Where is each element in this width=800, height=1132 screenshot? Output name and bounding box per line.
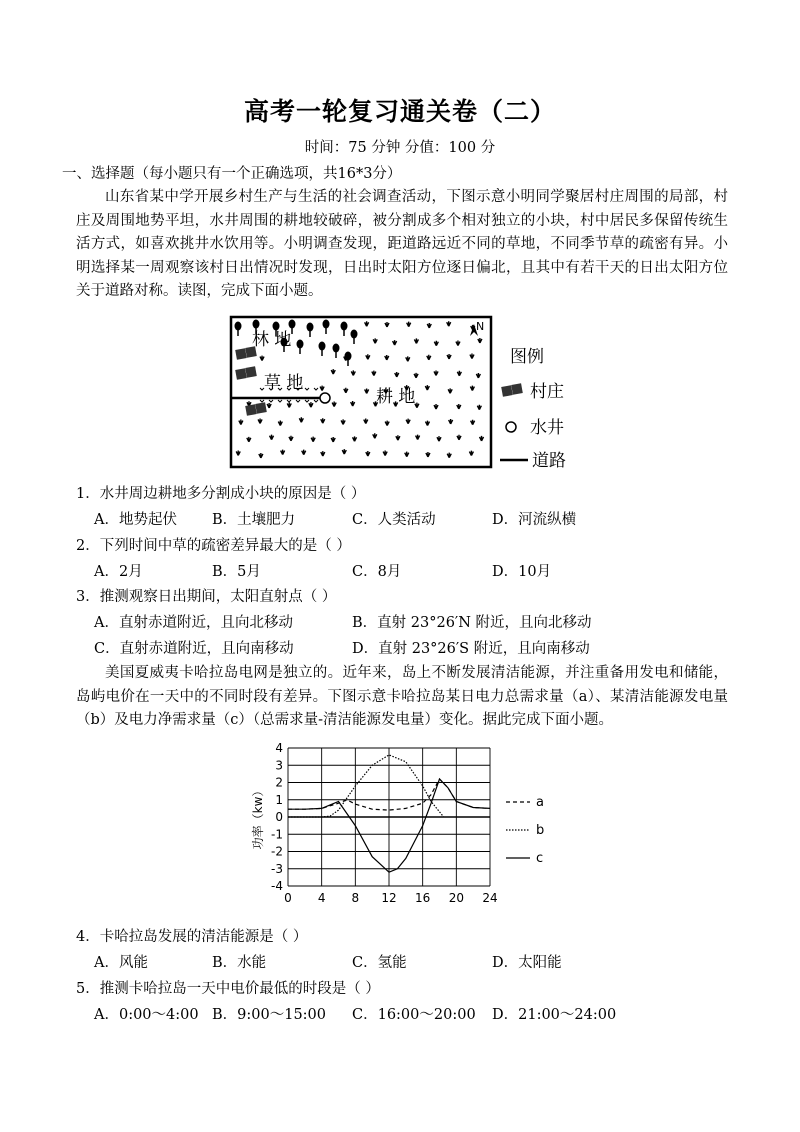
question-4 <box>76 925 307 946</box>
y-tick-label: -2 <box>271 844 283 859</box>
q4-option-a: A．风能 <box>94 955 148 971</box>
y-tick-label: -4 <box>271 879 283 893</box>
y-tick-label: 2 <box>275 775 283 790</box>
q1-option-d: D．河流纵横 <box>492 512 577 528</box>
legend-road-label: 道路 <box>532 451 566 471</box>
legend-label-a: a <box>536 795 544 810</box>
x-tick-label: 24 <box>482 891 498 905</box>
q2-option-c: C．8月 <box>352 564 402 580</box>
question-3 <box>76 585 336 606</box>
x-tick-label: 16 <box>415 891 431 905</box>
question-4-text: 卡哈拉岛发展的清洁能源是（ ） <box>99 929 308 945</box>
passage-village: 山东省某中学开展乡村生产与生活的社会调查活动，下图示意小明同学聚居村庄周围的局部，村庄及周围地势平坦，水井周围的耕地较破碎，被分割成多个相对独立的小块，村中居民多保留传统生活方式，如喜欢挑井水饮用等。小明调查发现，距道路远近不同的草地，不同季节草的疏密有异。小明选择某一周观察该村日出情况时发现，日出时太阳方位逐日偏北，且其中有若干天的日出太阳方位关于道路对称。读图，完成下面小题。 <box>76 189 728 299</box>
question-1-text: 水井周边耕地多分割成小块的原因是（ ） <box>99 486 366 502</box>
q5-option-c: C．16:00～20:00 <box>352 1007 476 1023</box>
q3-option-d: D．直射 23°26′S 附近，且向南移动 <box>352 641 590 657</box>
q5-option-b: B．9:00～15:00 <box>212 1007 327 1023</box>
q3-option-c: C．直射赤道附近，且向南移动 <box>94 641 294 657</box>
exam-info: 时间：75 分钟 分值：100 分 <box>304 140 496 156</box>
x-tick-label: 8 <box>351 891 360 905</box>
q3-option-b: B．直射 23°26′N 附近，且向北移动 <box>352 615 592 631</box>
legend-well-label: 水井 <box>530 418 564 438</box>
forest-label: 林 地 <box>252 330 292 350</box>
power-chart <box>248 736 568 916</box>
legend-label-c: c <box>536 851 544 866</box>
x-tick-label: 0 <box>284 891 292 905</box>
farm-label: 耕 地 <box>376 387 416 407</box>
question-4-number: 4． <box>76 929 100 945</box>
y-tick-label: 3 <box>275 758 283 773</box>
north-label: N <box>476 320 485 333</box>
q2-option-a: A．2月 <box>94 564 143 580</box>
q4-option-b: B．水能 <box>212 955 267 971</box>
section-heading: 一、选择题（每小题只有一个正确选项，共16*3分） <box>62 166 402 182</box>
y-tick-label: 1 <box>275 792 283 807</box>
legend-village-icon <box>501 383 523 397</box>
q2-option-b: B．5月 <box>212 564 261 580</box>
question-5-text: 推测卡哈拉岛一天中电价最低的时段是（ ） <box>99 981 380 997</box>
q5-option-a: A．0:00～4:00 <box>94 1007 199 1023</box>
q1-option-c: C．人类活动 <box>352 512 436 528</box>
y-tick-label: -1 <box>271 827 283 842</box>
y-tick-label: 4 <box>275 741 283 755</box>
q2-option-d: D．10月 <box>492 564 552 580</box>
x-tick-label: 4 <box>317 891 326 905</box>
q4-option-d: D．太阳能 <box>492 955 562 971</box>
legend-well-icon <box>506 422 516 432</box>
grass-label: 草 地 <box>264 373 304 393</box>
well-icon <box>320 393 330 403</box>
question-2-number: 2． <box>76 538 100 554</box>
x-tick-label: 12 <box>381 891 397 905</box>
q1-option-a: A．地势起伏 <box>94 512 177 528</box>
y-tick-label: 0 <box>275 810 283 824</box>
legend-label-b: b <box>536 823 545 838</box>
chart-legend <box>506 795 544 866</box>
x-tick-label: 20 <box>448 891 464 905</box>
village-map <box>226 312 586 472</box>
question-5 <box>76 977 380 998</box>
passage-kahala: 美国夏威夷卡哈拉岛电网是独立的。近年来，岛上不断发展清洁能源，并注重备用发电和储能，岛屿电价在一天中的不同时段有差异。下图示意卡哈拉岛某日电力总需求量（a）、某清洁能源发电量（b）及电力净需求量（c）（总需求量-清洁能源发电量）变化。据此完成下面小题。 <box>76 665 728 728</box>
page-title: 高考一轮复习通关卷（二） <box>243 97 556 126</box>
question-1 <box>76 482 365 503</box>
legend-village-label: 村庄 <box>530 382 564 402</box>
y-tick-label: -3 <box>271 861 283 876</box>
q3-option-a: A．直射赤道附近，且向北移动 <box>94 615 293 631</box>
question-3-text: 推测观察日出期间，太阳直射点（ ） <box>99 589 337 605</box>
question-5-number: 5． <box>76 981 100 997</box>
question-2-text: 下列时间中草的疏密差异最大的是（ ） <box>99 538 351 554</box>
legend-title: 图例 <box>510 347 544 367</box>
chart-y-axis-label: 功率（kw） <box>251 784 265 850</box>
q5-option-d: D．21:00～24:00 <box>492 1007 617 1023</box>
q1-option-b: B．土壤肥力 <box>212 512 296 528</box>
question-2 <box>76 534 351 555</box>
q4-option-c: C．氢能 <box>352 955 407 971</box>
question-3-number: 3． <box>76 589 100 605</box>
question-1-number: 1． <box>76 486 100 502</box>
